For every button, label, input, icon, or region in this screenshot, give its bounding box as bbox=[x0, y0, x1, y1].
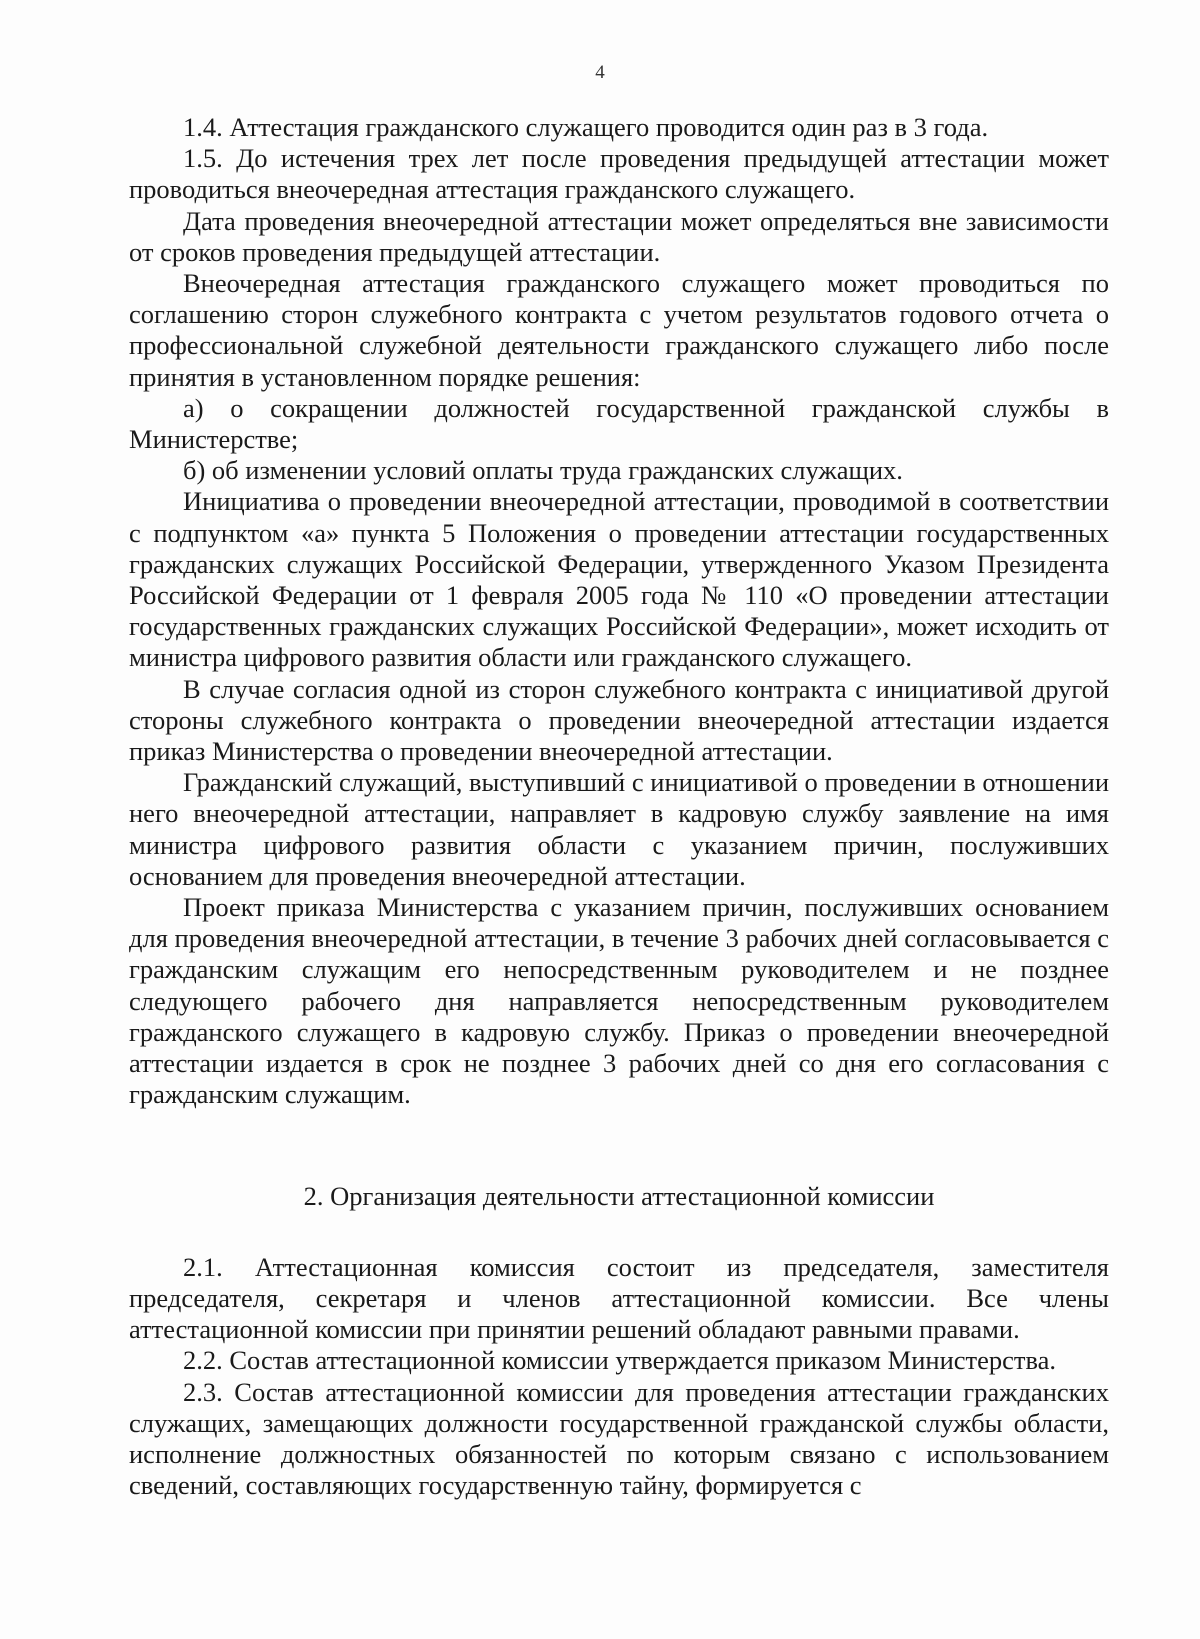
paragraph-item-b: б) об изменении условий оплаты труда гражданских служащих. bbox=[183, 455, 903, 486]
paragraph-consent: В случае согласия одной из сторон служебного контракта с инициативой другой стороны служебного контракта о проведении внеочередной аттестации издается приказ Министерства о проведении внеочередной аттестации. bbox=[129, 673, 1109, 767]
section-1 bbox=[129, 112, 1109, 1111]
page-number: 4 bbox=[595, 62, 605, 83]
section-2 bbox=[129, 1252, 1109, 1502]
paragraph-initiative: Инициатива о проведении внеочередной аттестации, проводимой в соответствии с подпунктом «а» пункта 5 Положения о проведении аттестации государственных гражданских служащих Российской Федерации, утвержденного Указом Президента Российской Федерации от 1 февраля 2005 года № 110 «О проведении аттестации государственных гражданских служащих Российской Федерации», может исходить от министра цифрового развития области или гражданского служащего. bbox=[129, 486, 1109, 673]
paragraph-extraordinary: Внеочередная аттестация гражданского служащего может проводиться по соглашению сторон служебного контракта с учетом результатов годового отчета о профессиональной служебной деятельности гражданского служащего либо после принятия в установленном порядке решения: bbox=[129, 268, 1109, 392]
section-2-title: 2. Организация деятельности аттестационной комиссии bbox=[303, 1180, 935, 1211]
paragraph-2-2: 2.2. Состав аттестационной комиссии утверждается приказом Министерства. bbox=[183, 1345, 1057, 1376]
paragraph-order-draft: Проект приказа Министерства с указанием причин, послуживших основанием для проведения внеочередной аттестации, в течение 3 рабочих дней согласовывается с гражданским служащим его непосредственным руководителем и не позднее следующего рабочего дня направляется непосредственным руководителем гражданского служащего в кадровую службу. Приказ о проведении внеочередной аттестации издается в срок не позднее 3 рабочих дней со дня его согласования с гражданским служащим. bbox=[129, 892, 1109, 1110]
paragraph-2-3: 2.3. Состав аттестационной комиссии для проведения аттестации гражданских служащих, замещающих должности государственной гражданской службы области, исполнение должностных обязанностей по которым связано с использованием сведений, составляющих государственную тайну, формируется с bbox=[129, 1376, 1109, 1501]
paragraph-application: Гражданский служащий, выступивший с инициативой о проведении в отношении него внеочередной аттестации, направляет в кадровую службу заявление на имя министра цифрового развития области с указанием причин, послуживших основанием для проведения внеочередной аттестации. bbox=[129, 767, 1109, 891]
paragraph-item-a: а) о сокращении должностей государственной гражданской службы в Министерстве; bbox=[129, 392, 1109, 455]
paragraph-1-4: 1.4. Аттестация гражданского служащего проводится один раз в 3 года. bbox=[183, 112, 989, 142]
paragraph-2-1: 2.1. Аттестационная комиссия состоит из председателя, заместителя председателя, секретаря и членов аттестационной комиссии. Все члены аттестационной комиссии при принятии решений обладают равными правами. bbox=[129, 1251, 1109, 1345]
document-body bbox=[129, 112, 1109, 1501]
paragraph-1-5: 1.5. До истечения трех лет после проведения предыдущей аттестации может проводиться внеочередная аттестация гражданского служащего. bbox=[129, 143, 1109, 205]
paragraph-date: Дата проведения внеочередной аттестации может определяться вне зависимости от сроков проведения предыдущей аттестации. bbox=[129, 205, 1109, 267]
